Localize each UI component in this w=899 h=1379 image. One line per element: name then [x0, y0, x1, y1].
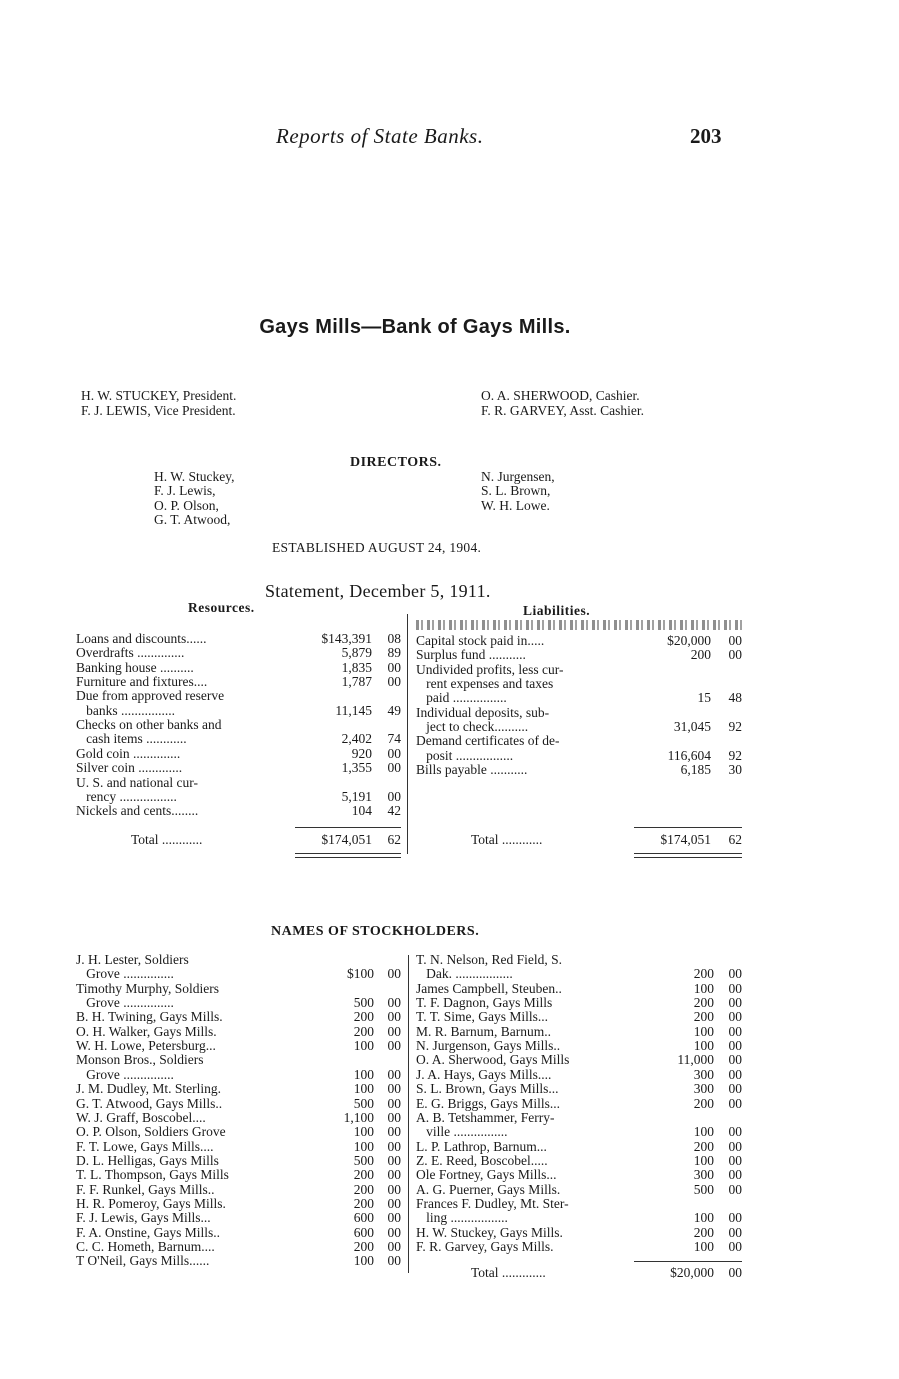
- row-dollars: 500: [693, 1181, 714, 1197]
- row-cents: 00: [387, 1009, 401, 1025]
- double-rule: [634, 853, 742, 858]
- row-dollars: 500: [353, 1152, 374, 1168]
- row-label: Total ............: [131, 833, 203, 847]
- resource-row: [76, 776, 401, 790]
- row-label: U. S. and national cur-: [76, 775, 198, 790]
- row-dollars: 500: [353, 995, 374, 1011]
- resource-row: [76, 704, 401, 718]
- row-cents: 00: [387, 1210, 401, 1226]
- row-cents: 00: [728, 647, 742, 663]
- row-dollars: 200: [353, 1239, 374, 1254]
- row-cents: 00: [387, 966, 401, 982]
- stockholder-row: [416, 1154, 742, 1168]
- row-label: F. R. Garvey, Gays Mills.: [416, 1240, 554, 1254]
- officer-cashier: O. A. SHERWOOD, Cashier.: [481, 388, 640, 403]
- row-cents: 00: [387, 1239, 401, 1254]
- row-label: rency .................: [76, 789, 177, 804]
- row-label: rent expenses and taxes: [416, 677, 554, 692]
- row-dollars: 1,787: [341, 674, 372, 690]
- row-cents: 62: [728, 832, 742, 847]
- directors-heading: DIRECTORS.: [350, 455, 442, 470]
- row-label: B. H. Twining, Gays Mills.: [76, 1010, 223, 1025]
- row-label: Furniture and fixtures....: [76, 675, 208, 690]
- rule: [634, 827, 742, 828]
- row-label: Demand certificates of de-: [416, 734, 560, 749]
- row-label: Individual deposits, sub-: [416, 705, 550, 720]
- row-cents: 00: [387, 674, 401, 690]
- row-cents: 00: [728, 1167, 742, 1183]
- row-dollars: 6,185: [680, 762, 711, 778]
- stockholder-row: [416, 1168, 742, 1182]
- row-dollars: 100: [353, 1066, 374, 1082]
- row-cents: 74: [387, 731, 401, 747]
- resource-row: [76, 790, 401, 804]
- stockholder-row: [76, 996, 401, 1010]
- directors-left: [154, 470, 235, 527]
- row-dollars: 600: [353, 1224, 374, 1240]
- row-dollars: 200: [690, 647, 711, 663]
- director: N. Jurgensen,: [481, 469, 555, 484]
- row-cents: 00: [387, 760, 401, 776]
- row-cents: 49: [387, 702, 401, 718]
- row-label: Surplus fund ...........: [416, 648, 526, 663]
- row-label: W. H. Lowe, Petersburg...: [76, 1039, 216, 1054]
- officers-right: [481, 388, 644, 418]
- resource-row: [76, 718, 401, 732]
- row-label: A. B. Tetshammer, Ferry-: [416, 1110, 555, 1125]
- stockholder-row: [416, 1125, 742, 1139]
- row-dollars: 5,879: [341, 645, 372, 661]
- row-label: Banking house ..........: [76, 660, 194, 675]
- page-number: 203: [690, 124, 722, 148]
- row-cents: 00: [728, 1124, 742, 1140]
- row-label: G. T. Atwood, Gays Mills..: [76, 1096, 223, 1111]
- liability-row: [416, 734, 742, 748]
- stockholder-row: [416, 1140, 742, 1154]
- row-label: O. H. Walker, Gays Mills.: [76, 1024, 217, 1039]
- liability-row: [416, 648, 742, 662]
- row-label: cash items ............: [76, 732, 187, 747]
- row-dollars: 100: [693, 980, 714, 996]
- row-cents: 00: [387, 1095, 401, 1111]
- row-label: Dak. .................: [416, 967, 513, 982]
- row-label: H. W. Stuckey, Gays Mills.: [416, 1225, 563, 1240]
- resource-row: [76, 689, 401, 703]
- liability-row: [416, 706, 742, 720]
- running-head: Reports of State Banks.: [276, 124, 484, 148]
- row-dollars: 100: [693, 1210, 714, 1226]
- row-label: ling .................: [416, 1211, 508, 1226]
- row-dollars: 200: [693, 1095, 714, 1111]
- row-label: Loans and discounts......: [76, 632, 207, 646]
- print-smudge: [416, 620, 742, 630]
- row-dollars: 104: [351, 803, 372, 819]
- row-label: ject to check..........: [416, 720, 529, 735]
- row-cents: 00: [728, 1210, 742, 1226]
- director: F. J. Lewis,: [154, 483, 216, 499]
- stockholder-row: [76, 1211, 401, 1225]
- stockholder-row: [76, 1168, 401, 1182]
- row-label: Total .............: [471, 1266, 546, 1280]
- bank-title: Gays Mills—Bank of Gays Mills.: [259, 316, 571, 338]
- row-dollars: 100: [353, 1081, 374, 1097]
- liability-row: [416, 763, 742, 777]
- row-label: E. G. Briggs, Gays Mills...: [416, 1096, 561, 1111]
- row-label: D. L. Helligas, Gays Mills: [76, 1153, 219, 1168]
- stockholder-row: [76, 1053, 401, 1067]
- row-dollars: 200: [693, 1224, 714, 1240]
- row-dollars: 100: [693, 1239, 714, 1254]
- row-label: Silver coin .............: [76, 761, 183, 776]
- row-label: C. C. Hometh, Barnum....: [76, 1240, 215, 1254]
- liability-row: [416, 749, 742, 763]
- stockholder-row: [416, 982, 742, 996]
- row-cents: 00: [387, 1124, 401, 1140]
- stockholder-row: [416, 1010, 742, 1024]
- resource-row: [76, 646, 401, 660]
- stockholder-row: [416, 1053, 742, 1067]
- row-cents: 00: [728, 1081, 742, 1097]
- row-dollars: $174,051: [660, 832, 711, 847]
- row-dollars: 200: [693, 1009, 714, 1025]
- stockholder-row: [76, 1154, 401, 1168]
- row-dollars: $100: [347, 966, 374, 982]
- stockholder-row: [416, 1226, 742, 1240]
- row-cents: 30: [728, 762, 742, 778]
- row-dollars: 100: [693, 1038, 714, 1054]
- stockholder-row: [76, 1010, 401, 1024]
- liability-total-row: [416, 833, 742, 847]
- resource-row: [76, 732, 401, 746]
- row-cents: 00: [728, 1066, 742, 1082]
- row-label: Undivided profits, less cur-: [416, 662, 564, 677]
- row-dollars: 100: [693, 1152, 714, 1168]
- stockholder-row: [76, 967, 401, 981]
- resource-row: [76, 747, 401, 761]
- row-label: banks ................: [76, 703, 175, 718]
- row-cents: 00: [387, 1195, 401, 1211]
- resource-row: [76, 761, 401, 775]
- double-rule: [295, 853, 401, 858]
- row-dollars: 200: [353, 1167, 374, 1183]
- stockholders-column-divider: [408, 955, 409, 1273]
- resource-row: [76, 804, 401, 818]
- row-dollars: $143,391: [321, 631, 372, 646]
- row-label: Total ............: [471, 833, 543, 847]
- row-cents: 00: [728, 633, 742, 648]
- row-label: Overdrafts ..............: [76, 646, 185, 661]
- row-cents: 00: [387, 659, 401, 675]
- row-label: Due from approved reserve: [76, 689, 225, 704]
- stockholder-row: [76, 1140, 401, 1154]
- directors-right: [481, 470, 555, 513]
- liability-row: [416, 634, 742, 648]
- stockholder-row: [416, 1111, 742, 1125]
- row-label: posit .................: [416, 748, 514, 763]
- resource-row: [76, 675, 401, 689]
- stockholder-row: [416, 1183, 742, 1197]
- row-cents: 08: [387, 631, 401, 646]
- row-label: Z. E. Reed, Boscobel.....: [416, 1153, 548, 1168]
- row-cents: 00: [728, 995, 742, 1011]
- row-dollars: 200: [353, 1009, 374, 1025]
- row-label: Nickels and cents........: [76, 804, 199, 819]
- row-dollars: 1,835: [341, 659, 372, 675]
- row-dollars: 100: [693, 1023, 714, 1039]
- row-label: H. R. Pomeroy, Gays Mills.: [76, 1196, 226, 1211]
- row-dollars: 200: [693, 1138, 714, 1154]
- row-label: Grove ...............: [76, 996, 174, 1011]
- row-cents: 92: [728, 719, 742, 735]
- row-dollars: 1,355: [341, 760, 372, 776]
- row-cents: 00: [728, 1265, 742, 1280]
- row-cents: 00: [728, 1152, 742, 1168]
- stockholder-row: [416, 1082, 742, 1096]
- row-dollars: 15: [697, 690, 711, 706]
- row-dollars: 500: [353, 1095, 374, 1111]
- row-cents: 92: [728, 747, 742, 763]
- row-dollars: 116,604: [667, 747, 711, 763]
- row-cents: 00: [728, 1138, 742, 1154]
- liability-row: [416, 720, 742, 734]
- row-label: T. L. Thompson, Gays Mills: [76, 1168, 229, 1183]
- row-label: F. J. Lewis, Gays Mills...: [76, 1211, 211, 1226]
- row-label: T O'Neil, Gays Mills......: [76, 1254, 210, 1269]
- statement-date: Statement, December 5, 1911.: [265, 581, 491, 601]
- row-cents: 00: [728, 1095, 742, 1111]
- row-cents: 00: [728, 1181, 742, 1197]
- resource-row: [76, 632, 401, 646]
- row-label: Frances F. Dudley, Mt. Ster-: [416, 1196, 569, 1211]
- row-cents: 00: [728, 1038, 742, 1054]
- director: G. T. Atwood,: [154, 511, 231, 527]
- row-cents: 00: [387, 1038, 401, 1054]
- row-cents: 00: [387, 1253, 401, 1269]
- stockholder-row: [76, 1025, 401, 1039]
- row-label: W. J. Graff, Boscobel....: [76, 1110, 206, 1125]
- row-dollars: 11,145: [335, 702, 372, 718]
- stockholder-row: [76, 1254, 401, 1268]
- stockholder-row: [76, 1240, 401, 1254]
- resources-heading: Resources.: [188, 600, 255, 615]
- row-dollars: 31,045: [673, 719, 711, 735]
- stockholder-row: [416, 1240, 742, 1254]
- row-label: M. R. Barnum, Barnum..: [416, 1024, 551, 1039]
- row-dollars: $174,051: [321, 832, 372, 847]
- row-dollars: 100: [693, 1124, 714, 1140]
- row-label: L. P. Lathrop, Barnum...: [416, 1139, 547, 1154]
- row-cents: 00: [387, 1167, 401, 1183]
- officers-left: [81, 388, 236, 418]
- row-dollars: 100: [353, 1038, 374, 1054]
- row-label: Timothy Murphy, Soldiers: [76, 981, 220, 996]
- row-dollars: 300: [693, 1081, 714, 1097]
- stockholder-row: [416, 1197, 742, 1211]
- stockholder-row: [76, 953, 401, 967]
- established-date: ESTABLISHED AUGUST 24, 1904.: [272, 540, 482, 555]
- row-dollars: 5,191: [341, 788, 372, 804]
- row-cents: 89: [387, 645, 401, 661]
- row-label: J. A. Hays, Gays Mills....: [416, 1067, 552, 1082]
- row-cents: 00: [728, 1224, 742, 1240]
- stockholder-row: [416, 1211, 742, 1225]
- liability-row: [416, 677, 742, 691]
- row-cents: 62: [387, 832, 401, 847]
- director: O. P. Olson,: [154, 497, 219, 513]
- row-dollars: 1,100: [343, 1109, 374, 1125]
- director: S. L. Brown,: [481, 483, 551, 499]
- stockholder-row: [416, 1097, 742, 1111]
- row-label: N. Jurgenson, Gays Mills..: [416, 1039, 561, 1054]
- liabilities-heading: Liabilities.: [523, 603, 591, 618]
- row-dollars: 200: [353, 1023, 374, 1039]
- row-label: Grove ...............: [76, 967, 174, 982]
- row-label: T. N. Nelson, Red Field, S.: [416, 953, 562, 967]
- stockholder-row: [416, 953, 742, 967]
- stockholder-row: [76, 1039, 401, 1053]
- row-label: J. H. Lester, Soldiers: [76, 953, 189, 967]
- row-label: F. T. Lowe, Gays Mills....: [76, 1139, 214, 1154]
- row-label: paid ................: [416, 691, 507, 706]
- statement-column-divider: [407, 614, 408, 854]
- liability-row: [416, 691, 742, 705]
- row-dollars: 100: [353, 1253, 374, 1269]
- row-dollars: 600: [353, 1210, 374, 1226]
- row-cents: 00: [387, 1023, 401, 1039]
- row-cents: 00: [387, 1081, 401, 1097]
- row-cents: 00: [728, 966, 742, 982]
- row-cents: 42: [387, 803, 401, 819]
- row-dollars: 2,402: [341, 731, 372, 747]
- director: H. W. Stuckey,: [154, 469, 235, 484]
- row-dollars: $20,000: [667, 633, 711, 648]
- stockholder-row: [76, 1068, 401, 1082]
- row-label: O. P. Olson, Soldiers Grove: [76, 1125, 226, 1140]
- row-label: ville ................: [416, 1125, 508, 1140]
- row-cents: 00: [387, 788, 401, 804]
- row-dollars: 200: [353, 1195, 374, 1211]
- stockholder-row: [76, 1111, 401, 1125]
- stockholder-row: [76, 1183, 401, 1197]
- row-cents: 00: [387, 1138, 401, 1154]
- row-dollars: 200: [353, 1181, 374, 1197]
- row-label: A. G. Puerner, Gays Mills.: [416, 1182, 561, 1197]
- row-cents: 00: [387, 1152, 401, 1168]
- stockholders-heading: NAMES OF STOCKHOLDERS.: [271, 924, 480, 939]
- row-label: James Campbell, Steuben..: [416, 981, 562, 996]
- stockholder-row: [76, 1125, 401, 1139]
- stockholder-row: [76, 1097, 401, 1111]
- row-label: Checks on other banks and: [76, 718, 222, 733]
- row-cents: 00: [728, 1239, 742, 1254]
- rule: [634, 1261, 742, 1262]
- row-dollars: 100: [353, 1138, 374, 1154]
- stockholder-row: [76, 1226, 401, 1240]
- row-dollars: 100: [353, 1124, 374, 1140]
- row-cents: 00: [387, 745, 401, 761]
- resource-total-row: [76, 833, 401, 847]
- row-cents: 48: [728, 690, 742, 706]
- stockholder-row: [76, 1082, 401, 1096]
- row-label: Ole Fortney, Gays Mills...: [416, 1168, 557, 1183]
- row-label: Bills payable ...........: [416, 763, 528, 778]
- row-dollars: 300: [693, 1066, 714, 1082]
- stockholder-row: [76, 982, 401, 996]
- row-label: J. M. Dudley, Mt. Sterling.: [76, 1082, 221, 1097]
- stockholder-row: [416, 996, 742, 1010]
- stockholder-total-row: [416, 1266, 742, 1280]
- row-label: Capital stock paid in.....: [416, 634, 545, 648]
- stockholder-row: [76, 1197, 401, 1211]
- row-cents: 00: [387, 1109, 401, 1125]
- liability-row: [416, 663, 742, 677]
- row-cents: 00: [728, 980, 742, 996]
- row-cents: 00: [728, 1052, 742, 1068]
- row-dollars: 11,000: [677, 1052, 714, 1068]
- officer-vice-president: F. J. LEWIS, Vice President.: [81, 403, 236, 418]
- row-label: Grove ...............: [76, 1067, 174, 1082]
- row-cents: 00: [387, 1224, 401, 1240]
- row-dollars: 200: [693, 995, 714, 1011]
- row-label: F. F. Runkel, Gays Mills..: [76, 1182, 215, 1197]
- row-label: T. T. Sime, Gays Mills...: [416, 1010, 549, 1025]
- resource-row: [76, 661, 401, 675]
- stockholder-row: [416, 1039, 742, 1053]
- row-label: T. F. Dagnon, Gays Mills: [416, 996, 553, 1011]
- officer-president: H. W. STUCKEY, President.: [81, 388, 237, 403]
- row-cents: 00: [387, 995, 401, 1011]
- row-dollars: 200: [693, 966, 714, 982]
- stockholder-row: [416, 967, 742, 981]
- director: W. H. Lowe.: [481, 497, 550, 513]
- row-label: O. A. Sherwood, Gays Mills: [416, 1053, 570, 1068]
- stockholder-row: [416, 1025, 742, 1039]
- rule: [295, 827, 401, 828]
- row-label: Gold coin ..............: [76, 746, 181, 761]
- row-dollars: 300: [693, 1167, 714, 1183]
- row-cents: 00: [387, 1066, 401, 1082]
- row-cents: 00: [728, 1009, 742, 1025]
- row-label: F. A. Onstine, Gays Mills..: [76, 1225, 221, 1240]
- row-label: S. L. Brown, Gays Mills...: [416, 1082, 559, 1097]
- officer-asst-cashier: F. R. GARVEY, Asst. Cashier.: [481, 403, 644, 418]
- row-dollars: $20,000: [670, 1265, 714, 1280]
- row-label: Monson Bros., Soldiers: [76, 1053, 204, 1068]
- stockholder-row: [416, 1068, 742, 1082]
- row-dollars: 920: [351, 745, 372, 761]
- row-cents: 00: [728, 1023, 742, 1039]
- row-cents: 00: [387, 1181, 401, 1197]
